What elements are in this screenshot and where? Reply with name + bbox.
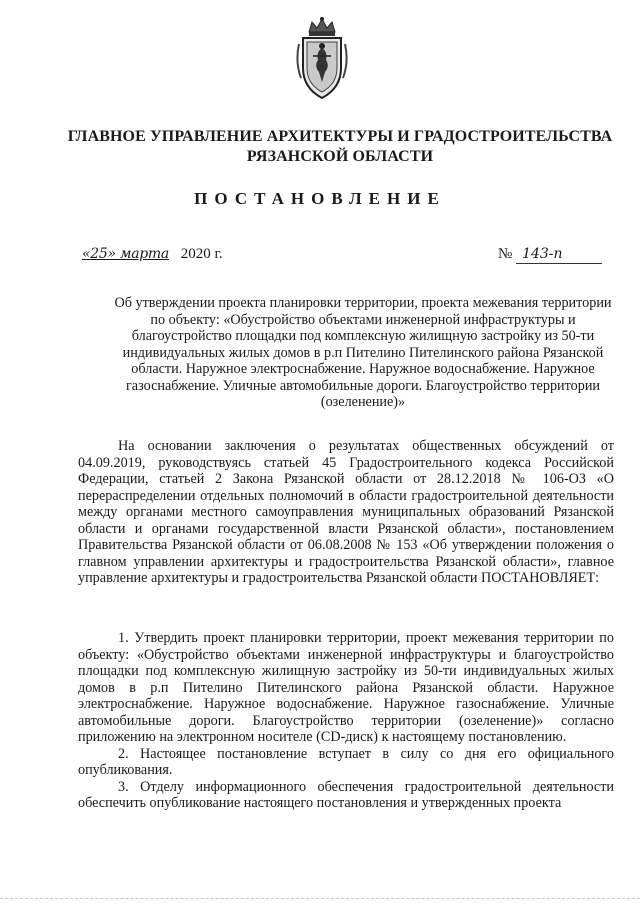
resolution-items [78, 630, 614, 812]
resolution-item-1: 1. Утвердить проект планировки территории, проект межевания территории по объекту: «Обустройство объектами инженерной инфраструктуры и благоустройство площадки под комплексную жилищную застройку из 50-ти индивидуальных жилых домов в р.п Пителино Пителинского района Рязанской области. Наружное электроснабжение. Наружное водоснабжение. Наружное газоснабжение. Уличные автомобильные дороги. Благоустройство территории (озеленение)» согласно приложению на электронном носителе (CD-диск) к настоящему постановлению. [78, 630, 614, 745]
preamble-block [78, 438, 614, 587]
document-subject: Об утверждении проекта планировки территории, проекта межевания территории по объекту: «Обустройство объектами инженерной инфраструктуры и благоустройство площадки под комплексную жилищную застройку из 50-ти индивидуальных жилых домов в р.п Пителино Пителинского района Рязанской области. Наружное электроснабжение. Наружное водоснабжение. Наружное газоснабжение. Уличные автомобильные дороги. Благоустройство территории (озеленение)» [114, 295, 612, 410]
authority-name-line2: РЯЗАНСКОЙ ОБЛАСТИ [246, 148, 434, 165]
number-line [498, 245, 602, 264]
preamble-paragraph: На основании заключения о результатах общественных обсуждений от 04.09.2019, руководствуясь статьей 45 Градостроительного кодекса Российской Федерации, статьей 2 Закона Рязанской области от 28.12.2018 № 106-ОЗ «О перераспределении отдельных полномочий в области градостроительной деятельности между органами местного самоуправления муниципальных образований Рязанской области и органами государственной власти Рязанской области», постановлением Правительства Рязанской области от 06.08.2008 № 153 «Об утверждении положения о главном управлении архитектуры и градостроительства Рязанской области», главное управление архитектуры и градостроительства Рязанской области ПОСТАНОВЛЯЕТ: [78, 438, 614, 586]
date-year: 2020 г. [180, 246, 223, 262]
scan-edge-line [0, 898, 640, 899]
number-label: № [498, 246, 513, 262]
handwritten-number: 143-п [516, 245, 602, 264]
date-line [82, 245, 223, 263]
handwritten-date: «25» марта [82, 246, 169, 262]
document-type-title: ПОСТАНОВЛЕНИЕ [194, 189, 446, 208]
authority-name-line1: ГЛАВНОЕ УПРАВЛЕНИЕ АРХИТЕКТУРЫ И ГРАДОСТРОИТЕЛЬСТВА [67, 128, 613, 145]
resolution-item-3: 3. Отделу информационного обеспечения градостроительной деятельности обеспечить опубликование настоящего постановления и утвержденных проекта [78, 778, 614, 811]
coat-of-arms-icon [295, 16, 349, 102]
resolution-item-2: 2. Настоящее постановление вступает в силу со дня его официального опубликования. [78, 745, 614, 778]
